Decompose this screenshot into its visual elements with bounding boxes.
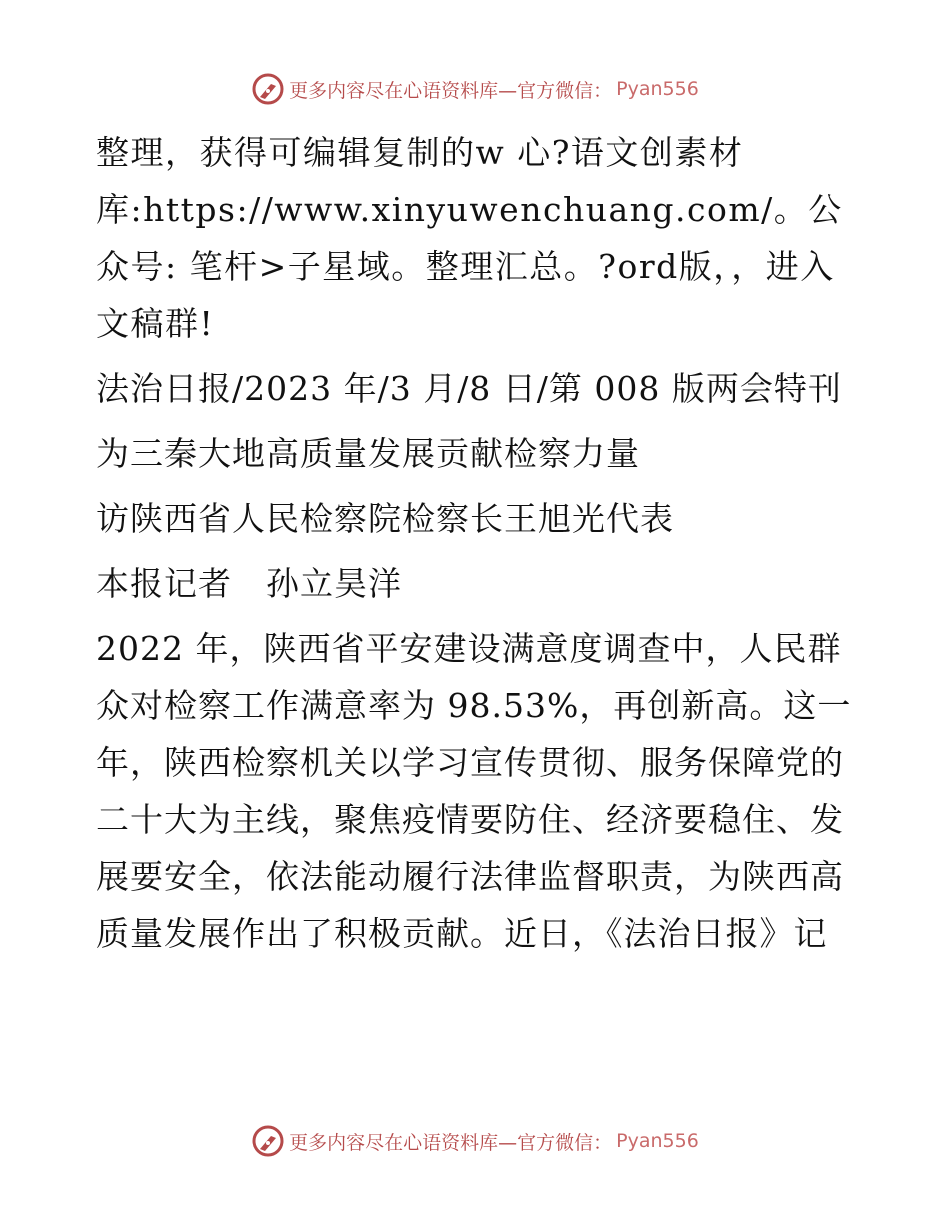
body-paragraph: 2022 年，陕西省平安建设满意度调查中，人民群众对检察工作满意率为 98.53%，再创新高。这一年，陕西检察机关以学习宣传贯彻、服务保障党的二十大为主线，聚焦疫情要防住、经济要稳住、发展要安全，依法能动履行法律监督职责，为陕西高质量发展作出了积极贡献。近日，《法治日报》记 [96, 629, 852, 953]
intro-paragraph: 整理，获得可编辑复制的w 心?语文创素材库:https://www.xinyuwenchuang.com/。公众号: 笔杆>子星域。整理汇总。?ord版，，进入文稿群! [96, 133, 843, 343]
pen-nib-circle-icon [251, 1124, 285, 1158]
footer-wechat-id: Pyan556 [616, 1130, 699, 1152]
headline: 为三秦大地高质量发展贡献检察力量 [96, 434, 640, 473]
byline: 本报记者 孙立昊洋 [96, 564, 402, 603]
document-body [96, 124, 856, 970]
header-wechat-id: Pyan556 [616, 78, 699, 100]
pen-nib-circle-icon [251, 72, 285, 106]
subheadline: 访陕西省人民检察院检察长王旭光代表 [96, 499, 674, 538]
header-banner [0, 72, 950, 106]
footer-banner [0, 1124, 950, 1158]
header-banner-text: 更多内容尽在心语资料库—官方微信： [289, 79, 613, 102]
source-line: 法治日报/2023 年/3 月/8 日/第 008 版两会特刊 [96, 369, 842, 408]
footer-banner-text: 更多内容尽在心语资料库—官方微信： [289, 1131, 613, 1154]
